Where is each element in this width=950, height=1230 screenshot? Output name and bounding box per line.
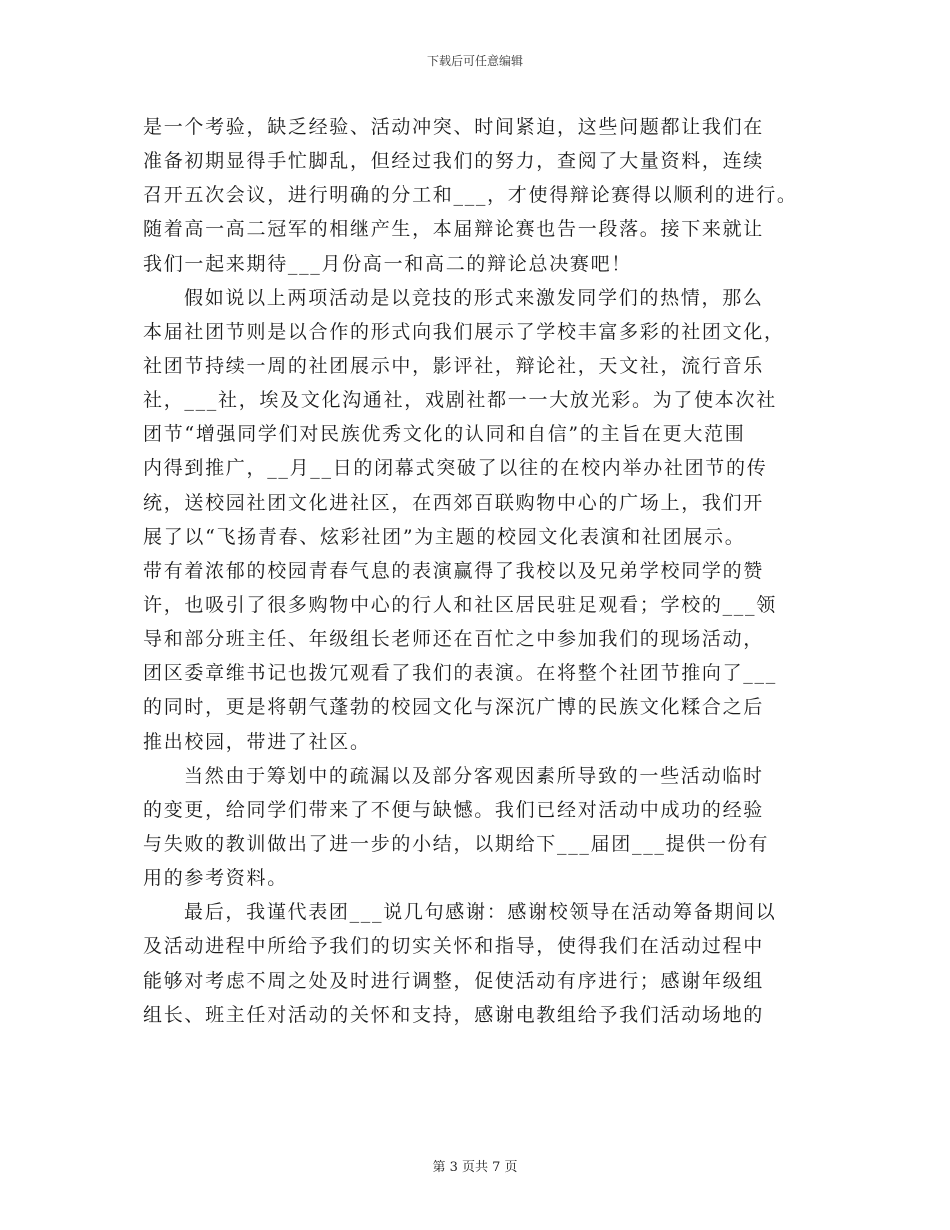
text-line: 的变更，给同学们带来了不便与缺憾。我们已经对活动中成功的经验 xyxy=(143,798,765,821)
text-line: 推出校园，带进了社区。 xyxy=(143,730,371,753)
text-line: 本届社团节则是以合作的形式向我们展示了学校丰富多彩的社团文化， xyxy=(143,320,785,343)
text-line: 与失败的教训做出了进一步的小结，以期给下___届团___提供一份有 xyxy=(143,832,770,855)
text-line: 假如说以上两项活动是以竞技的形式来激发同学们的热情，那么 xyxy=(184,286,764,309)
page-number-footer: 第 3 页共 7 页 xyxy=(432,1160,518,1175)
text-line: 最后，我谨代表团___说几句感谢：感谢校领导在活动筹备期间以 xyxy=(184,901,777,924)
text-line: 团节“增强同学们对民族优秀文化的认同和自信”的主旨在更大范围 xyxy=(143,423,746,446)
text-line: 是一个考验，缺乏经验、活动冲突、时间紧迫，这些问题都让我们在 xyxy=(143,116,765,138)
text-line: 能够对考虑不周之处及时进行调整，促使活动有序进行；感谢年级组 xyxy=(143,969,765,992)
text-line: 我们一起来期待___月份高一和高二的辩论总决赛吧！ xyxy=(143,252,633,275)
text-line: 导和部分班主任、年级组长老师还在百忙之中参加我们的现场活动， xyxy=(143,628,765,651)
text-line: 内得到推广，__月__日的闭幕式突破了以往的在校内举办社团节的传 xyxy=(143,457,768,480)
text-line: 组长、班主任对活动的关怀和支持，感谢电教组给予我们活动场地的 xyxy=(143,1003,765,1026)
text-line: 随着高一高二冠军的相继产生，本届辩论赛也告一段落。接下来就让 xyxy=(143,218,765,241)
text-line: 用的参考资料。 xyxy=(143,867,288,890)
page-header: 下载后可任意编辑 xyxy=(426,54,523,68)
document-body xyxy=(143,110,823,1032)
text-line: 社，___社，埃及文化沟通社，戏剧社都一一大放光彩。为了使本次社 xyxy=(143,389,777,412)
text-line: 团区委章维书记也拨冗观看了我们的表演。在将整个社团节推向了___ xyxy=(143,662,777,685)
text-line: 统，送校园社团文化进社区，在西郊百联购物中心的广场上，我们开 xyxy=(143,491,765,514)
text-line: 许，也吸引了很多购物中心的行人和社区居民驻足观看；学校的___领 xyxy=(143,593,777,616)
text-line: 及活动进程中所给予我们的切实关怀和指导，使得我们在活动过程中 xyxy=(143,935,765,958)
text-line: 社团节持续一周的社团展示中，影评社，辩论社，天文社，流行音乐 xyxy=(143,354,765,377)
text-line: 的同时，更是将朝气蓬勃的校园文化与深沉广博的民族文化糅合之后 xyxy=(143,696,765,719)
text-line: 准备初期显得手忙脚乱，但经过我们的努力，查阅了大量资料，连续 xyxy=(143,150,765,173)
text-line: 召开五次会议，进行明确的分工和___，才使得辩论赛得以顺利的进行。 xyxy=(143,184,798,207)
text-line: 当然由于筹划中的疏漏以及部分客观因素所导致的一些活动临时 xyxy=(184,764,764,787)
text-line: 展了以“飞扬青春、炫彩社团”为主题的校园文化表演和社团展示。 xyxy=(143,525,746,548)
text-line: 带有着浓郁的校园青春气息的表演赢得了我校以及兄弟学校同学的赞 xyxy=(143,559,765,582)
